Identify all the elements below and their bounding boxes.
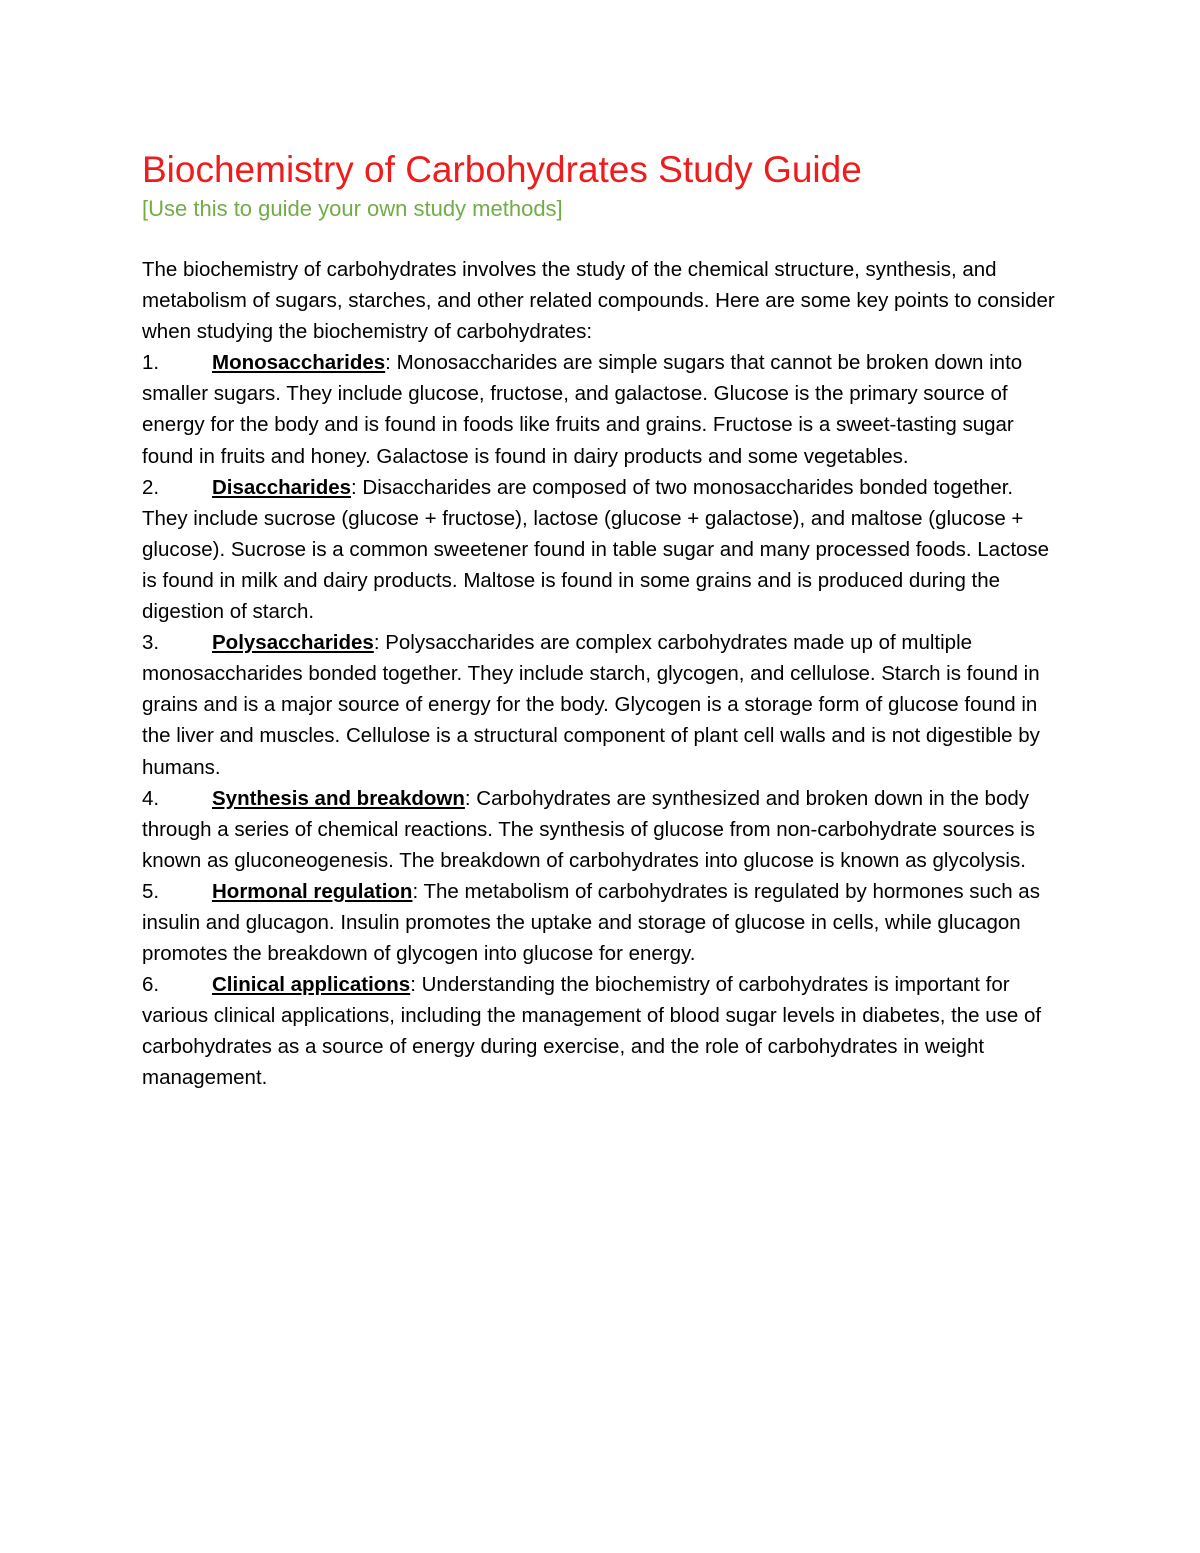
list-item-number: 3. [142, 631, 160, 655]
list-item [142, 627, 1057, 782]
intro-paragraph: The biochemistry of carbohydrates involves the study of the chemical structure, synthesis, and metabolism of sugars, starches, and other related compounds. Here are some key points to consider when studying the biochemistry of carbohydrates: [142, 258, 1055, 344]
list-item-term: Hormonal regulation [212, 879, 413, 903]
list-item [142, 347, 1057, 471]
document-page [142, 148, 1057, 1094]
key-points-list [142, 347, 1057, 1093]
list-item-number: 6. [142, 973, 160, 997]
list-item-term: Disaccharides [212, 475, 352, 499]
list-item-term: Clinical applications [212, 973, 411, 997]
list-item-number: 2. [142, 475, 160, 499]
list-item-number: 4. [142, 786, 160, 810]
document-subtitle: [Use this to guide your own study methods] [142, 196, 563, 221]
list-item-term: Monosaccharides [212, 351, 386, 375]
list-item-number: 5. [142, 879, 160, 903]
list-item-term: Synthesis and breakdown [212, 786, 465, 810]
list-item-term: Polysaccharides [212, 631, 374, 655]
list-item [142, 783, 1057, 876]
list-item-text: : The metabolism of carbohydrates is regulated by hormones such as insulin and glucagon. Insulin promotes the uptake and storage of glucose in cells, while glucagon promotes the breakdown of glycogen into glucose for energy. [142, 879, 1040, 966]
list-item-number: 1. [142, 351, 160, 375]
list-item [142, 876, 1057, 969]
list-item-text: : Monosaccharides are simple sugars that cannot be broken down into smaller sugars. They include glucose, fructose, and galactose. Glucose is the primary source of energy for the body and is found in foods like fruits and grains. Fructose is a sweet-tasting sugar found in fruits and honey. Galactose is found in dairy products and some vegetables. [142, 351, 1023, 468]
list-item-text: : Disaccharides are composed of two monosaccharides bonded together. They include sucrose (glucose + fructose), lactose (glucose + galactose), and maltose (glucose + glucose). Sucrose is a common sweetener found in table sugar and many processed foods. Lactose is found in milk and dairy products. Maltose is found in some grains and is produced during the digestion of starch. [142, 475, 1050, 624]
list-item-text: : Understanding the biochemistry of carbohydrates is important for various clinical applications, including the management of blood sugar levels in diabetes, the use of carbohydrates as a source of energy during exercise, and the role of carbohydrates in weight management. [142, 973, 1042, 1090]
list-item [142, 969, 1057, 1093]
document-body [142, 254, 1057, 1094]
list-item [142, 472, 1057, 627]
document-title: Biochemistry of Carbohydrates Study Guide [142, 149, 862, 190]
list-item-text: : Polysaccharides are complex carbohydrates made up of multiple monosaccharides bonded together. They include starch, glycogen, and cellulose. Starch is found in grains and is a major source of energy for the body. Glycogen is a storage form of glucose found in the liver and muscles. Cellulose is a structural component of plant cell walls and is not digestible by humans. [142, 631, 1040, 779]
list-item-text: : Carbohydrates are synthesized and broken down in the body through a series of chemical reactions. The synthesis of glucose from non-carbohydrate sources is known as gluconeogenesis. The breakdown of carbohydrates into glucose is known as glycolysis. [142, 786, 1035, 872]
